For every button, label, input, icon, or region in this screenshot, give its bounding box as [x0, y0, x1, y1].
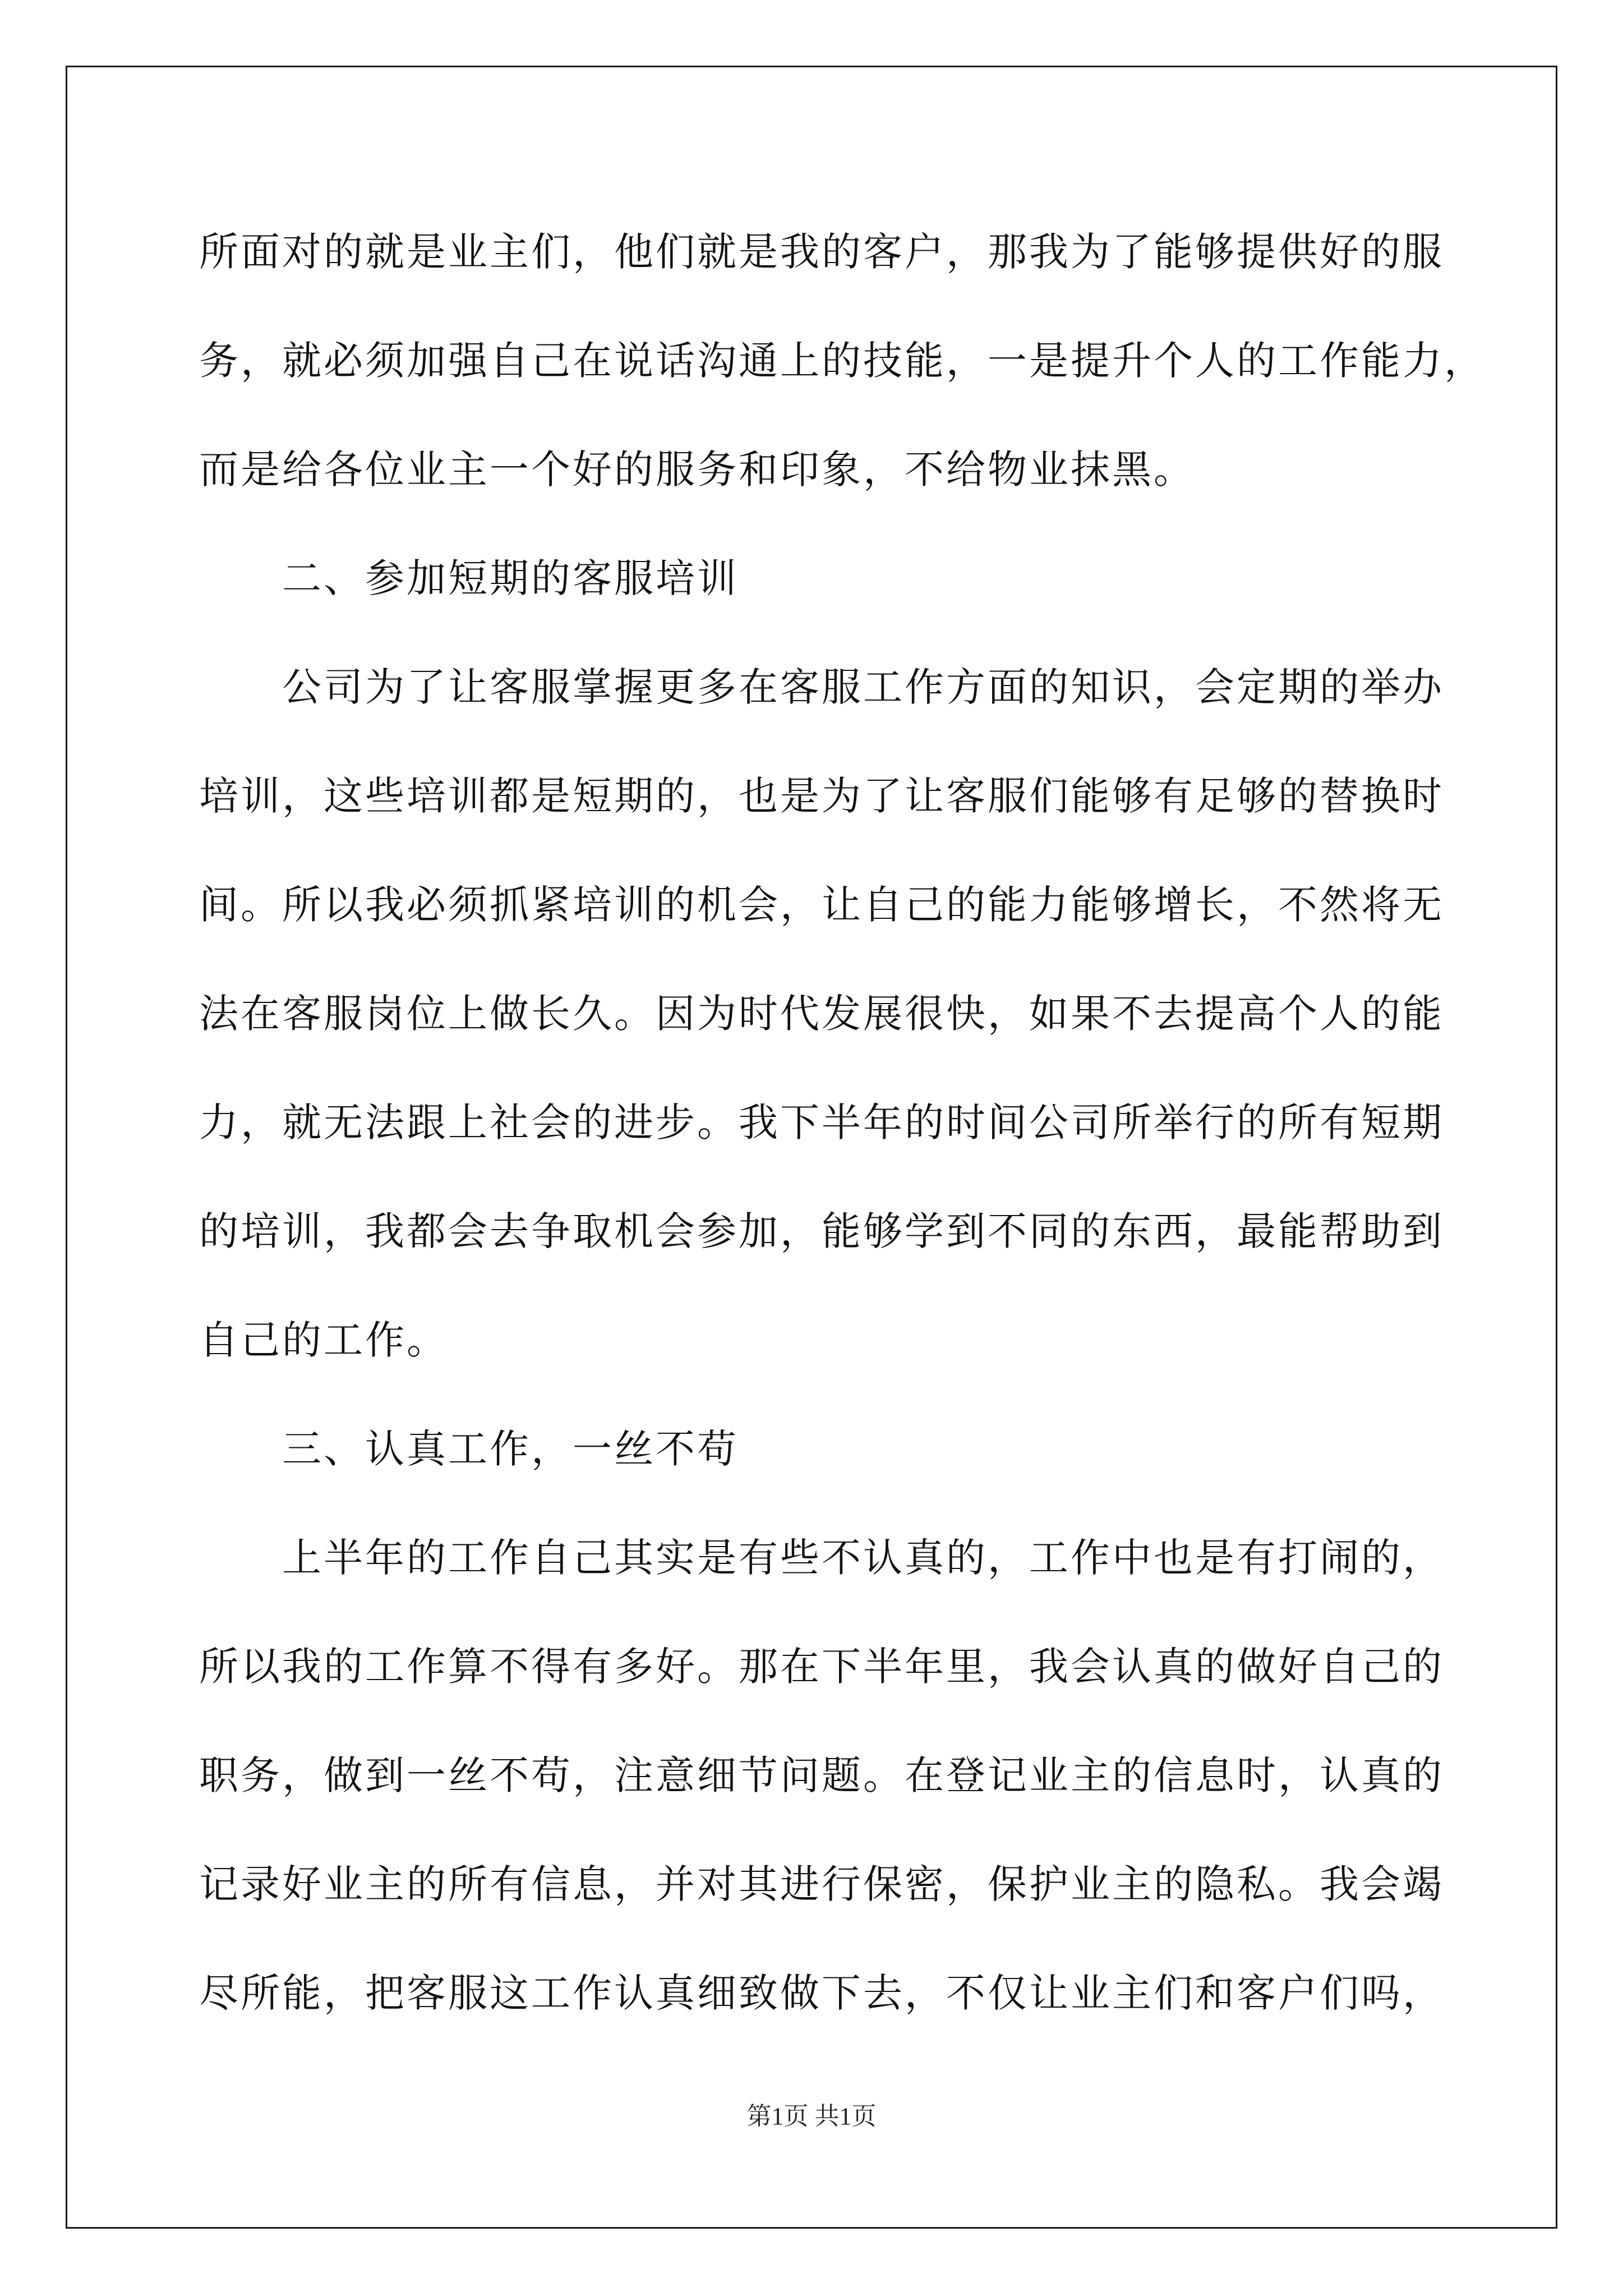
- text-line: 所以我的工作算不得有多好。那在下半年里，我会认真的做好自己的: [199, 1644, 1444, 1690]
- text-line: 培训，这些培训都是短期的，也是为了让客服们能够有足够的替换时: [199, 773, 1444, 819]
- text-line: 尽所能，把客服这工作认真细致做下去，不仅让业主们和客户们吗，: [199, 1970, 1444, 2016]
- text-line: 上半年的工作自己其实是有些不认真的，工作中也是有打闹的，: [282, 1535, 1444, 1581]
- text-line: 公司为了让客服掌握更多在客服工作方面的知识，会定期的举办: [282, 664, 1444, 710]
- text-line: 务，就必须加强自己在说话沟通上的技能，一是提升个人的工作能力，: [199, 338, 1486, 384]
- text-line: 职务，做到一丝不苟，注意细节问题。在登记业主的信息时，认真的: [199, 1752, 1444, 1798]
- text-line: 力，就无法跟上社会的进步。我下半年的时间公司所举行的所有短期: [199, 1099, 1444, 1145]
- text-line: 所面对的就是业主们，他们就是我的客户，那我为了能够提供好的服: [199, 229, 1444, 275]
- text-line: 自己的工作。: [199, 1317, 448, 1363]
- text-line: 间。所以我必须抓紧培训的机会，让自己的能力能够增长，不然将无: [199, 882, 1444, 928]
- section-heading: 二、参加短期的客服培训: [282, 555, 739, 601]
- section-heading: 三、认真工作，一丝不苟: [282, 1426, 739, 1472]
- text-line: 法在客服岗位上做长久。因为时代发展很快，如果不去提高个人的能: [199, 991, 1444, 1037]
- text-line: 记录好业主的所有信息，并对其进行保密，保护业主的隐私。我会竭: [199, 1861, 1444, 1907]
- text-line: 而是给各位业主一个好的服务和印象，不给物业抹黑。: [199, 447, 1195, 493]
- text-line: 的培训，我都会去争取机会参加，能够学到不同的东西，最能帮助到: [199, 1208, 1444, 1254]
- page-number-footer: 第1页 共1页: [746, 2102, 877, 2130]
